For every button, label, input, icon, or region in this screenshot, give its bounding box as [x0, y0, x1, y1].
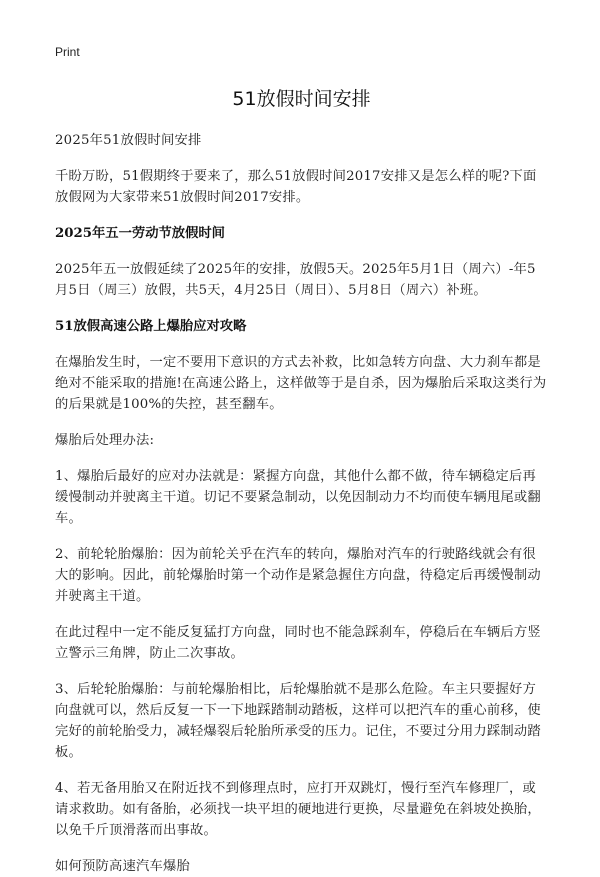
blowout-intro-paragraph: 在爆胎发生时，一定不要用下意识的方式去补救，比如急转方向盘、大力刹车都是绝对不能采取的措施!在高速公路上，这样做等于是自杀，因为爆胎后采取这类行为的后果就是100%的失控，甚至翻车。 [55, 355, 547, 412]
holiday-schedule-paragraph: 2025年五一放假延续了2025年的安排，放假5天。2025年5月1日（周六）-年5月5日（周三）放假，共5天，4月25日（周日）、5月8日（周六）补班。 [55, 262, 536, 298]
tip-2b-paragraph: 在此过程中一定不能反复猛打方向盘，同时也不能急踩刹车，停稳后在车辆后方竖立警示三角牌，防止二次事故。 [55, 625, 541, 661]
tip-3-paragraph: 3、后轮轮胎爆胎：与前轮爆胎相比，后轮爆胎就不是那么危险。车主只要握好方向盘就可以，然后反复一下一下地踩踏制动踏板，这样可以把汽车的重心前移，使完好的前轮胎受力，减轻爆裂后轮胎所承受的压力。记住，不要过分用力踩制动踏板。 [55, 682, 541, 760]
intro-paragraph: 千盼万盼，51假期终于要来了，那么51放假时间2017安排又是怎么样的呢?下面放假网为大家带来51放假时间2017安排。 [55, 169, 537, 205]
page-title: 51放假时间安排 [232, 88, 371, 110]
tip-4-paragraph: 4、若无备用胎又在附近找不到修理点时，应打开双跳灯，慢行至汽车修理厂，或请求救助。如有备胎，必须找一块平坦的硬地进行更换，尽量避免在斜坡处换胎，以免千斤顶滑落而出事故。 [55, 781, 541, 838]
handling-label: 爆胎后处理办法: [55, 433, 155, 448]
tip-2-paragraph: 2、前轮轮胎爆胎：因为前轮关乎在汽车的转向，爆胎对汽车的行驶路线就会有很大的影响。因此，前轮爆胎时第一个动作是紧急握住方向盘，待稳定后再缓慢制动并驶离主干道。 [55, 547, 541, 604]
document-subtitle: 2025年51放假时间安排 [55, 133, 202, 148]
section-heading-holiday: 2025年五一劳动节放假时间 [55, 226, 225, 241]
tip-1-paragraph: 1、爆胎后最好的应对办法就是：紧握方向盘，其他什么都不做，待车辆稳定后再缓慢制动并驶离主干道。切记不要紧急制动，以免因制动力不均而使车辆甩尾或翻车。 [55, 469, 541, 526]
closing-heading: 如何预防高速汽车爆胎 [55, 859, 190, 874]
print-link[interactable]: Print [55, 45, 80, 59]
section-heading-tire-blowout: 51放假高速公路上爆胎应对攻略 [55, 319, 247, 334]
